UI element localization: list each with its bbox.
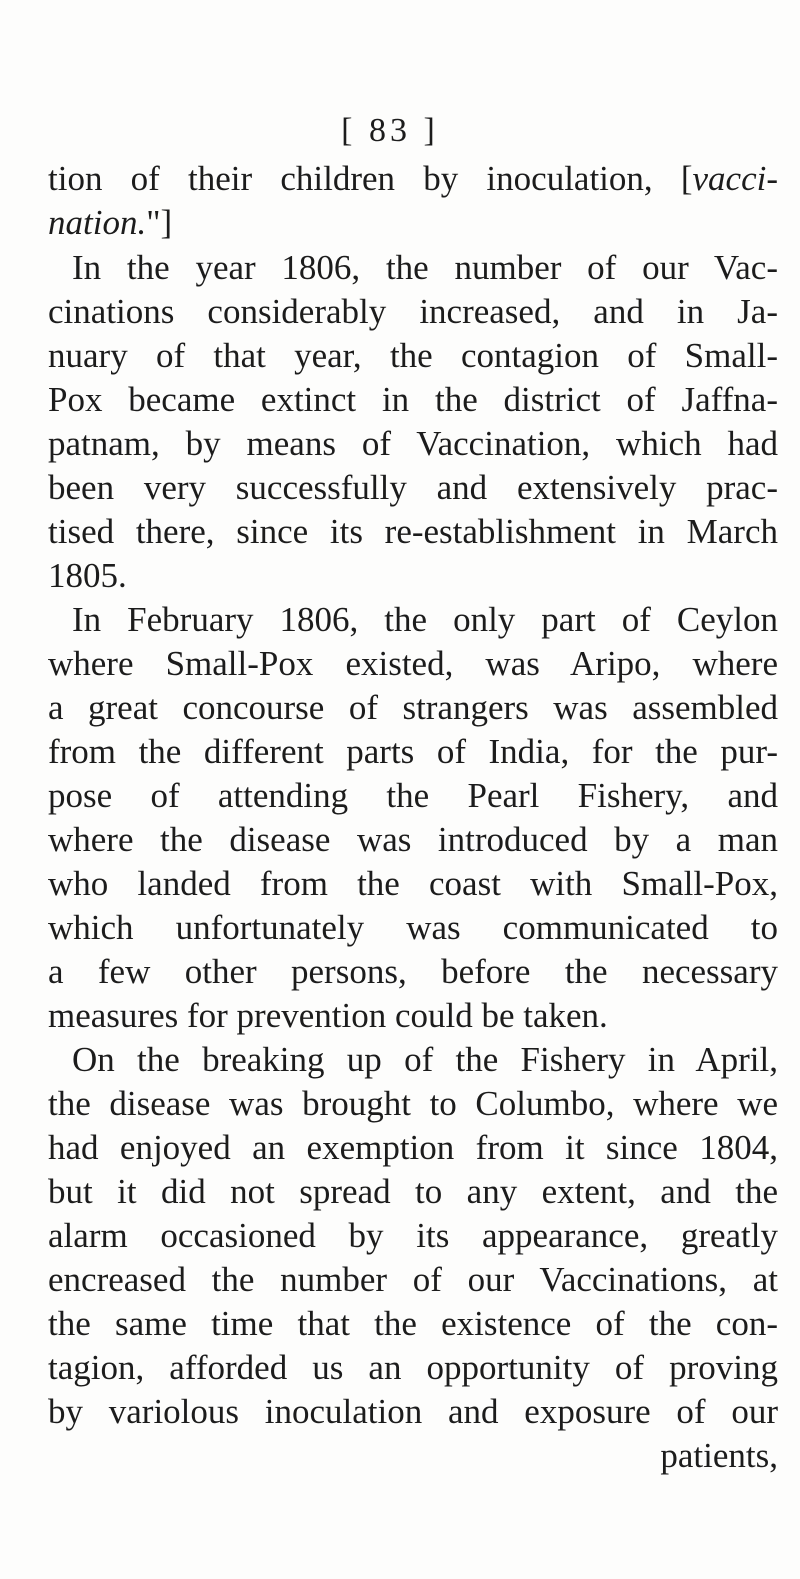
text-line: pose of attending the Pearl Fishery, and [48,776,778,815]
text-line: cinations considerably increased, and in Ja- [48,292,778,331]
text-line: been very successfully and extensively prac- [48,468,778,507]
text-line: tised there, since its re-establishment in March [48,512,778,551]
text-line: where the disease was introduced by a man [48,820,778,859]
text-line: a great concourse of strangers was assembled [48,688,778,727]
text-line: On the breaking up of the Fishery in April, [72,1040,778,1079]
text-line: from the different parts of India, for the pur- [48,732,778,771]
text-line: nuary of that year, the contagion of Small- [48,336,778,375]
text-line: the disease was brought to Columbo, where we [48,1084,778,1123]
text-line: measures for prevention could be taken. [48,996,608,1035]
text-line: tion of their children by inoculation, [vacci- [48,159,778,198]
text-line: had enjoyed an exemption from it since 1804, [48,1128,778,1167]
page-number: [ 83 ] [341,112,439,149]
text-line: alarm occasioned by its appearance, greatly [48,1216,778,1255]
text-line: a few other persons, before the necessary [48,952,778,991]
text-line: which unfortunately was communicated to [48,908,778,947]
text-line: where Small-Pox existed, was Aripo, where [48,644,778,683]
text-line: 1805. [48,556,127,595]
text-line: patnam, by means of Vaccination, which had [48,424,778,463]
catchword: patients, [660,1436,778,1475]
text-line: In the year 1806, the number of our Vac- [72,248,778,287]
text-line: who landed from the coast with Small-Pox, [48,864,778,903]
text-line: nation."] [48,203,173,242]
text-line: but it did not spread to any extent, and the [48,1172,778,1211]
text-line: Pox became extinct in the district of Jaffna- [48,380,778,419]
text-line: the same time that the existence of the con- [48,1304,778,1343]
text-line: encreased the number of our Vaccinations, at [48,1260,778,1299]
text-line: by variolous inoculation and exposure of our [48,1392,778,1431]
text-line: tagion, afforded us an opportunity of proving [48,1348,778,1387]
text-line: In February 1806, the only part of Ceylon [72,600,778,639]
